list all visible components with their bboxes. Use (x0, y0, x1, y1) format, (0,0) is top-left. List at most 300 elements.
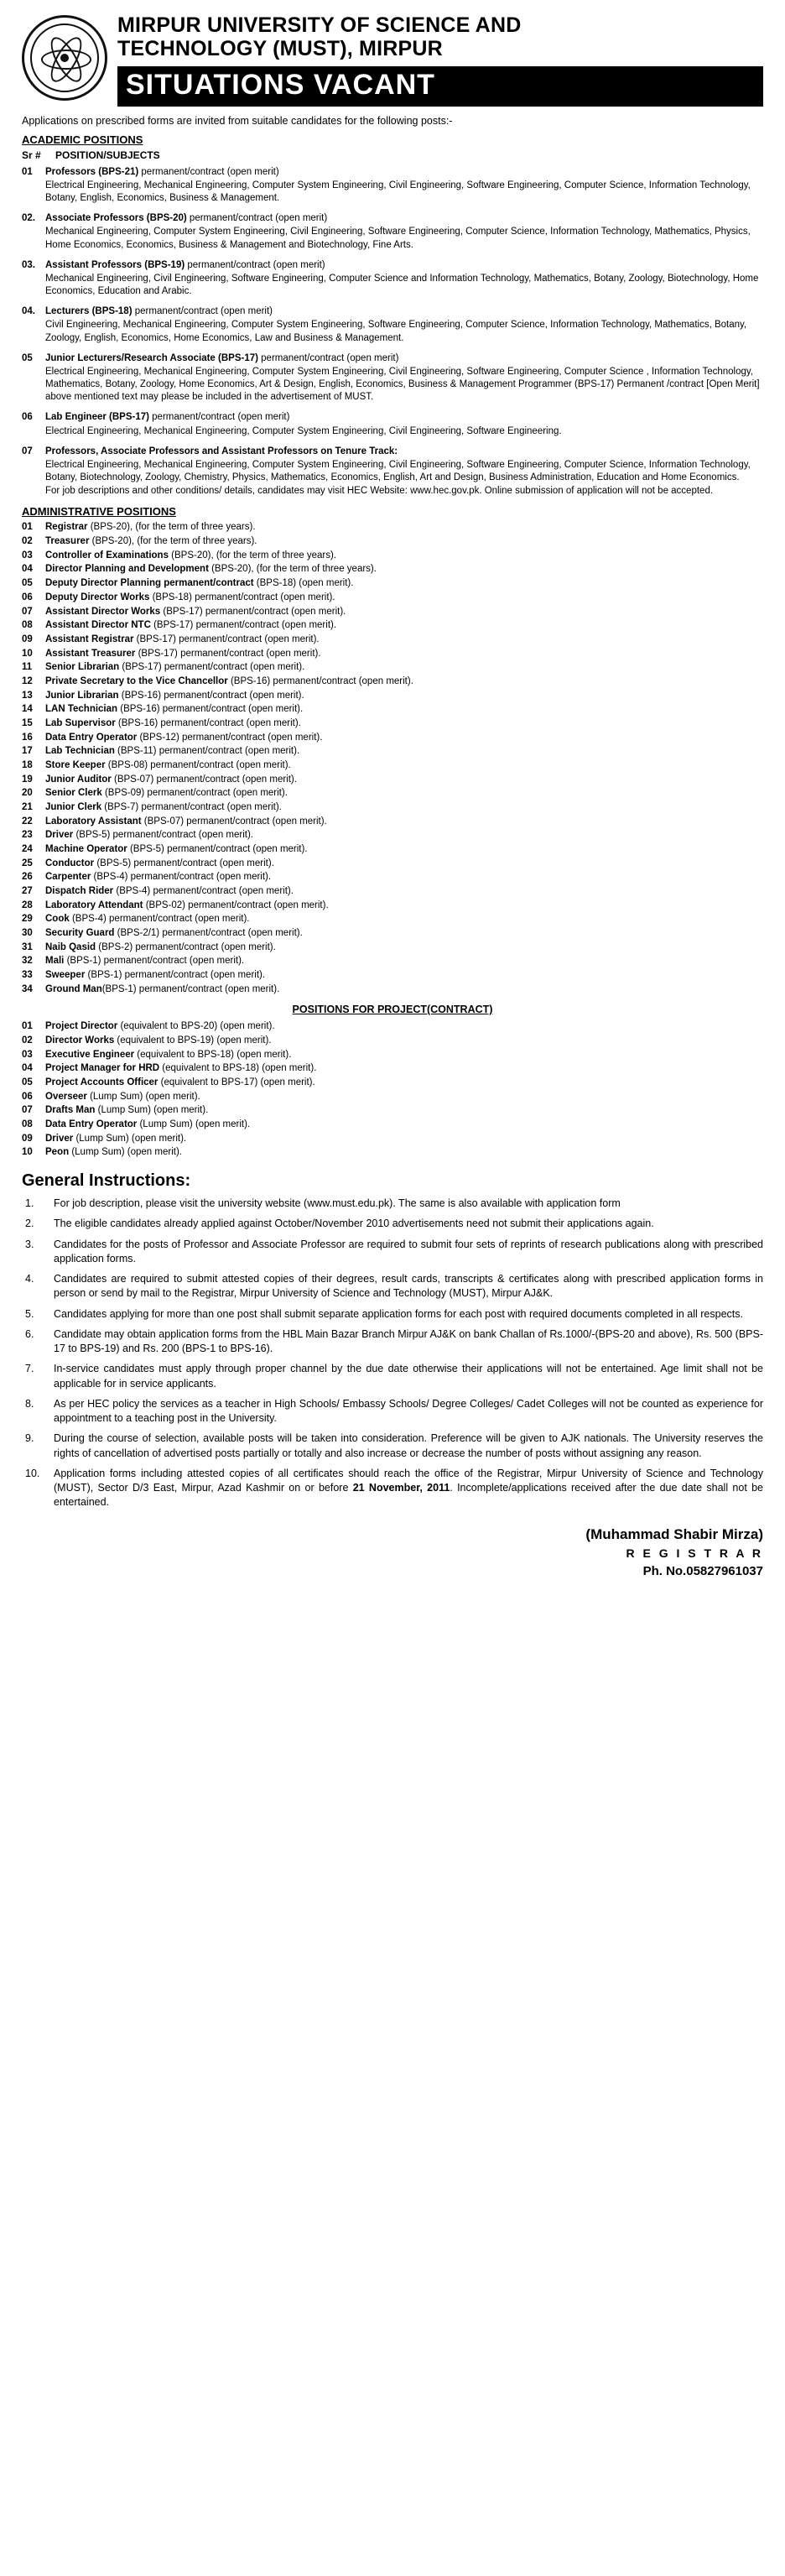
position-title: Sweeper (45, 969, 86, 980)
position-title: Controller of Examinations (45, 550, 169, 561)
position-serial: 03 (22, 550, 33, 561)
administrative-position-item (22, 884, 763, 899)
position-title: Executive Engineer (45, 1049, 135, 1060)
project-positions-list (22, 1019, 763, 1160)
project-position-item (22, 1019, 763, 1034)
position-text (45, 633, 763, 647)
position-serial: 10 (22, 648, 33, 659)
position-title: Private Secretary to the Vice Chancellor (45, 675, 228, 686)
position-serial: 28 (22, 900, 33, 910)
position-heading (45, 411, 763, 424)
academic-position-item (22, 166, 763, 206)
position-text (45, 842, 763, 857)
position-detail: (BPS-17) permanent/contract (open merit). (160, 606, 346, 617)
position-serial: 01 (22, 166, 33, 177)
position-detail: (BPS-17) permanent/contract (open merit). (150, 620, 337, 631)
registrar-name: (Muhammad Shabir Mirza) (585, 1525, 763, 1542)
instruction-text (54, 1397, 763, 1426)
general-instruction-item (22, 1362, 763, 1391)
instruction-number: 6. (25, 1327, 34, 1340)
instruction-number: 8. (25, 1397, 34, 1410)
position-detail: (Lump Sum) (open merit). (137, 1119, 251, 1130)
position-body (45, 446, 763, 498)
position-title: Overseer (45, 1091, 87, 1102)
administrative-position-item (22, 968, 763, 983)
position-text (45, 954, 763, 968)
must-university-logo-icon (22, 15, 107, 101)
university-name-line2: TECHNOLOGY (MUST), MIRPUR (117, 37, 443, 60)
header (22, 12, 763, 107)
position-serial: 06 (22, 412, 33, 423)
position-detail: (BPS-18) (open merit). (253, 578, 354, 589)
project-position-item (22, 1090, 763, 1104)
instruction-deadline: 21 November, 2011 (352, 1482, 450, 1494)
instruction-text (54, 1307, 763, 1322)
position-detail: permanent/contract (open merit) (185, 259, 325, 270)
column-header-position: POSITION/SUBJECTS (55, 149, 160, 161)
position-title: Store Keeper (45, 759, 106, 770)
position-serial: 34 (22, 983, 33, 994)
position-detail: (Lump Sum) (open merit). (95, 1105, 209, 1116)
position-text (45, 941, 763, 955)
position-text (45, 815, 763, 829)
position-title: Driver (45, 830, 74, 841)
administrative-position-item (22, 618, 763, 633)
position-detail: (BPS-16) permanent/contract (open merit). (118, 690, 304, 701)
general-instruction-item (22, 1327, 763, 1357)
position-detail: permanent/contract (open merit) (257, 352, 399, 363)
position-serial: 12 (22, 675, 33, 686)
academic-position-item (22, 446, 763, 498)
position-detail: (BPS-16) permanent/contract (open merit). (227, 675, 413, 686)
position-text (45, 1048, 763, 1062)
position-text (45, 660, 763, 675)
general-instruction-item (22, 1467, 763, 1510)
academic-position-item (22, 352, 763, 404)
position-detail: (Lump Sum) (open merit). (73, 1133, 187, 1144)
position-title: Project Accounts Officer (45, 1077, 159, 1087)
position-text (45, 1061, 763, 1076)
academic-positions-list (22, 166, 763, 498)
position-title: Machine Operator (45, 843, 127, 854)
position-detail: (BPS-2) permanent/contract (open merit). (96, 941, 276, 952)
position-serial: 31 (22, 941, 33, 952)
registrar-role: R E G I S T R A R (626, 1546, 763, 1561)
position-text (45, 618, 763, 633)
position-serial: 07 (22, 1105, 33, 1116)
position-title: Ground Man (45, 983, 102, 994)
project-position-item (22, 1118, 763, 1132)
position-title: Dispatch Rider (45, 885, 114, 896)
position-detail: permanent/contract (open merit) (132, 306, 273, 317)
position-serial: 05 (22, 578, 33, 589)
position-text (45, 759, 763, 773)
column-header-sr: Sr # (22, 149, 41, 161)
position-text (45, 857, 763, 871)
position-detail: (BPS-1) permanent/contract (open merit). (64, 956, 245, 967)
position-detail: (equivalent to BPS-18) (open merit). (134, 1049, 292, 1060)
position-text (45, 912, 763, 926)
academic-position-item (22, 212, 763, 252)
position-title: Mali (45, 956, 65, 967)
instruction-number: 10. (25, 1467, 40, 1479)
position-detail: (BPS-5) permanent/contract (open merit). (127, 843, 308, 854)
position-serial: 19 (22, 774, 33, 785)
situations-vacant-banner: SITUATIONS VACANT (117, 66, 763, 107)
position-text (45, 717, 763, 731)
position-text (45, 1145, 763, 1160)
position-text (45, 689, 763, 703)
position-title: Laboratory Assistant (45, 816, 142, 827)
administrative-position-item (22, 549, 763, 563)
instruction-text-part: Candidate may obtain application forms from the HBL Main Bazar Branch Mirpur AJ&K on bank Challan of Rs.1000/-(BPS-20 and above), Rs. 500 (BPS-17 to BPS-19) and Rs. 200 (BPS-1 to BPS-16). (54, 1327, 763, 1355)
position-body (45, 411, 763, 437)
general-instruction-item (22, 1217, 763, 1231)
position-serial: 09 (22, 1133, 33, 1144)
administrative-position-item (22, 899, 763, 913)
administrative-position-item (22, 562, 763, 576)
general-instructions-heading: General Instructions: (22, 1171, 191, 1191)
intro-text: Applications on prescribed forms are invited from suitable candidates for the following posts:- (22, 114, 453, 127)
instruction-text (54, 1238, 763, 1267)
instruction-number: 5. (25, 1307, 34, 1320)
position-text (45, 800, 763, 815)
position-serial: 17 (22, 746, 33, 757)
administrative-position-item (22, 534, 763, 549)
position-detail: (BPS-20), (for the term of three years). (168, 550, 337, 561)
position-detail: (BPS-08) permanent/contract (open merit). (105, 759, 291, 770)
position-serial: 22 (22, 816, 33, 827)
position-serial: 05 (22, 352, 33, 363)
position-subjects: Electrical Engineering, Mechanical Engineering, Computer System Engineering, Civil Engineering, Software Engineering, Computer Science , Information Technology, Mathematics, Botany, Zoology, Home Economics, Art & Design, English, Economics, Business & Management Programmer (BPS-17) Permanent /contract [Open Merit] above mentioned text may please be included in the advertisement of MUST. (45, 366, 760, 403)
position-body (45, 352, 763, 404)
position-detail: permanent/contract (open merit) (138, 166, 279, 177)
academic-position-item (22, 259, 763, 299)
administrative-position-item (22, 870, 763, 884)
position-text (45, 647, 763, 661)
administrative-position-item (22, 815, 763, 829)
position-serial: 24 (22, 843, 33, 854)
position-title: Deputy Director Planning permanent/contract (45, 578, 254, 589)
general-instruction-item (22, 1397, 763, 1426)
position-title: Professors, Associate Professors and Assistant Professors on Tenure Track: (45, 446, 398, 456)
position-note: For job descriptions and other conditions/ details, candidates may visit HEC Website: www.hec.gov.pk. Online submission of application will not be accepted. (45, 486, 714, 497)
position-title: Senior Librarian (45, 662, 120, 673)
position-serial: 02 (22, 536, 33, 547)
position-serial: 07 (22, 606, 33, 617)
position-serial: 03 (22, 1049, 33, 1060)
position-serial: 01 (22, 1021, 33, 1032)
administrative-position-item (22, 675, 763, 689)
instruction-number: 7. (25, 1363, 34, 1375)
instruction-number: 3. (25, 1238, 34, 1250)
instruction-text-part: The eligible candidates already applied against October/November 2010 advertisements need not submit their applications again. (54, 1218, 654, 1230)
general-instruction-item (22, 1197, 763, 1211)
project-position-item (22, 1061, 763, 1076)
position-title: LAN Technician (45, 704, 118, 715)
position-title: Assistant Director Works (45, 606, 161, 617)
project-position-item (22, 1048, 763, 1062)
administrative-position-item (22, 828, 763, 842)
position-text (45, 1118, 763, 1132)
position-title: Junior Auditor (45, 774, 112, 785)
position-serial: 14 (22, 704, 33, 715)
position-serial: 02 (22, 1035, 33, 1046)
position-subjects: Electrical Engineering, Mechanical Engineering, Computer System Engineering, Civil Engineering, Software Engineering, Computer Science, Information Technology, Botany, Biotechnology, Zoology, Chemistry, Physics, Mathematics, Economics, English, Art and Design, Business Administration, Education and Home Economics. (45, 459, 751, 483)
position-serial: 06 (22, 592, 33, 602)
position-title: Lab Engineer (BPS-17) (45, 412, 149, 423)
position-heading (45, 352, 763, 365)
position-text (45, 549, 763, 563)
administrative-position-item (22, 576, 763, 591)
position-detail: (BPS-17) permanent/contract (open merit). (133, 634, 320, 644)
position-detail: (BPS-4) permanent/contract (open merit). (113, 885, 294, 896)
position-title: Assistant Treasurer (45, 648, 136, 659)
position-body (45, 166, 763, 206)
general-instruction-item (22, 1431, 763, 1461)
position-title: Carpenter (45, 872, 91, 883)
position-subjects: Electrical Engineering, Mechanical Engineering, Computer System Engineering, Civil Engineering, Software Engineering, Computer Science, Information Technology, Botany, English, Economics, Business & Management. (45, 180, 751, 204)
administrative-position-item (22, 591, 763, 605)
administrative-position-item (22, 520, 763, 534)
administrative-position-item (22, 702, 763, 717)
administrative-position-item (22, 941, 763, 955)
position-detail: permanent/contract (open merit) (148, 412, 290, 423)
instruction-text-part: In-service candidates must apply through proper channel by the due date otherwise their applications will not be entertained. Age limit shall not be applicable for in service applicants. (54, 1363, 763, 1390)
position-text (45, 591, 763, 605)
administrative-position-item (22, 954, 763, 968)
academic-position-item (22, 305, 763, 345)
instruction-number: 9. (25, 1432, 34, 1445)
position-detail: (Lump Sum) (open merit). (86, 1091, 200, 1102)
position-detail: (BPS-5) permanent/contract (open merit). (73, 830, 253, 841)
position-serial: 30 (22, 927, 33, 938)
position-detail: (BPS-2/1) permanent/contract (open merit). (114, 927, 303, 938)
position-text (45, 1019, 763, 1034)
position-serial: 29 (22, 914, 33, 925)
position-serial: 20 (22, 788, 33, 799)
position-title: Junior Lecturers/Research Associate (BPS-17) (45, 352, 258, 363)
position-serial: 23 (22, 830, 33, 841)
position-title: Assistant Registrar (45, 634, 134, 644)
position-serial: 25 (22, 858, 33, 868)
position-text (45, 744, 763, 759)
university-name-line1: MIRPUR UNIVERSITY OF SCIENCE AND (117, 13, 522, 37)
position-title: Data Entry Operator (45, 1119, 138, 1130)
position-title: Security Guard (45, 927, 115, 938)
position-text (45, 899, 763, 913)
position-detail: (BPS-09) permanent/contract (open merit). (101, 788, 288, 799)
instruction-text-part2: . Incomplete/applications received after the due date shall not be entertained. (54, 1482, 764, 1509)
instruction-text (54, 1362, 763, 1391)
administrative-position-item (22, 912, 763, 926)
position-text (45, 605, 763, 619)
project-positions-heading: POSITIONS FOR PROJECT(CONTRACT) (292, 1004, 493, 1016)
position-serial: 16 (22, 732, 33, 743)
general-instructions-list (22, 1197, 763, 1510)
administrative-position-item (22, 731, 763, 745)
position-text (45, 702, 763, 717)
position-detail: (BPS-07) permanent/contract (open merit). (111, 774, 297, 785)
position-serial: 26 (22, 872, 33, 883)
position-serial: 27 (22, 885, 33, 896)
administrative-position-item (22, 759, 763, 773)
position-detail: (BPS-02) permanent/contract (open merit). (143, 900, 329, 910)
position-text (45, 1034, 763, 1048)
position-body (45, 212, 763, 252)
position-text (45, 983, 763, 997)
position-detail: (BPS-4) permanent/contract (open merit). (91, 872, 272, 883)
position-serial: 04 (22, 564, 33, 575)
position-detail: (BPS-07) permanent/contract (open merit). (141, 816, 327, 827)
position-serial: 15 (22, 717, 33, 728)
position-detail: (BPS-5) permanent/contract (open merit). (94, 858, 274, 868)
general-instruction-item (22, 1272, 763, 1301)
administrative-position-item (22, 800, 763, 815)
project-position-item (22, 1034, 763, 1048)
position-detail: (equivalent to BPS-18) (open merit). (159, 1063, 317, 1074)
position-title: Peon (45, 1147, 70, 1158)
administrative-position-item (22, 717, 763, 731)
position-title: Project Director (45, 1021, 118, 1032)
academic-position-item (22, 411, 763, 437)
instruction-text (54, 1217, 763, 1231)
position-serial: 02. (22, 213, 35, 224)
instruction-number: 2. (25, 1218, 34, 1230)
position-detail: (BPS-7) permanent/contract (open merit). (101, 801, 282, 812)
instruction-text-part: As per HEC policy the services as a teacher in High Schools/ Embassy Schools/ Degree Colleges/ Cadet Colleges will not be counted as experience for appointment to a teaching post in the University. (54, 1397, 763, 1425)
position-title: Associate Professors (BPS-20) (45, 213, 187, 224)
instruction-text (54, 1197, 763, 1211)
position-text (45, 520, 763, 534)
position-serial: 10 (22, 1147, 33, 1158)
position-heading (45, 259, 763, 272)
project-position-item (22, 1103, 763, 1118)
position-title: Laboratory Attendant (45, 900, 143, 910)
contact-phone: Ph. No.05827961037 (642, 1564, 763, 1579)
instruction-text (54, 1431, 763, 1461)
position-text (45, 1132, 763, 1146)
position-serial: 09 (22, 634, 33, 644)
instruction-text-part: Application forms including attested copies of all certificates should reach the office of the Registrar, Mirpur University of Science and Technology (MUST), Sector D/3 East, Mirpur, Azad Kashmir on or before (54, 1467, 763, 1494)
position-subjects: Mechanical Engineering, Computer System Engineering, Civil Engineering, Software Engineering, Computer Science, Information Technology, Mathematics, Physics, Home Economics, Economics, Business & Management and Biotechnology, Fine Arts. (45, 227, 751, 250)
position-title: Senior Clerk (45, 788, 102, 799)
position-title: Registrar (45, 522, 88, 533)
instruction-text (54, 1272, 763, 1301)
position-heading (45, 305, 763, 318)
position-serial: 18 (22, 759, 33, 770)
position-text (45, 1103, 763, 1118)
position-detail: (BPS-20), (for the term of three years). (89, 536, 257, 547)
general-instruction-item (22, 1238, 763, 1267)
position-subjects: Mechanical Engineering, Civil Engineering, Software Engineering, Computer Science and Information Technology, Mathematics, Botany, Zoology, Biotechnology, Home Economics, Education and Arabic. (45, 273, 759, 297)
position-text (45, 534, 763, 549)
project-position-item (22, 1076, 763, 1090)
instruction-text-part: Candidates applying for more than one post shall submit separate application forms for each post with required documents completed in all respects. (54, 1307, 743, 1320)
position-title: Lab Supervisor (45, 717, 116, 728)
position-detail: (BPS-17) permanent/contract (open merit). (135, 648, 321, 659)
position-detail: (BPS-12) permanent/contract (open merit). (137, 732, 323, 743)
academic-column-headers (22, 149, 763, 161)
position-title: Deputy Director Works (45, 592, 150, 602)
signature-block (22, 1524, 763, 1582)
position-serial: 11 (22, 662, 33, 673)
administrative-position-item (22, 983, 763, 997)
position-text (45, 870, 763, 884)
administrative-position-item (22, 773, 763, 787)
position-body (45, 305, 763, 345)
administrative-position-item (22, 647, 763, 661)
position-text (45, 926, 763, 941)
position-detail: (Lump Sum) (open merit). (69, 1147, 182, 1158)
position-detail: (BPS-20), (for the term of three years). (208, 564, 377, 575)
position-title: Director Works (45, 1035, 115, 1046)
position-serial: 33 (22, 969, 33, 980)
instruction-text (54, 1467, 763, 1510)
general-instruction-item (22, 1307, 763, 1322)
position-detail: (equivalent to BPS-20) (open merit). (117, 1021, 275, 1032)
administrative-position-item (22, 926, 763, 941)
administrative-positions-heading: ADMINISTRATIVE POSITIONS (22, 505, 176, 519)
position-title: Project Manager for HRD (45, 1063, 160, 1074)
instruction-text-part: Candidates are required to submit attested copies of their degrees, result cards, transcripts & certificates along with prescribed application forms in person or send by mail to the Registrar, Mirpur University of Science and Technology (MUST), Mirpur AJ&K. (54, 1273, 763, 1300)
position-title: Naib Qasid (45, 941, 96, 952)
administrative-position-item (22, 660, 763, 675)
position-text (45, 884, 763, 899)
position-detail: (BPS-17) permanent/contract (open merit). (119, 662, 305, 673)
position-title: Conductor (45, 858, 95, 868)
position-text (45, 773, 763, 787)
position-subjects: Civil Engineering, Mechanical Engineering, Computer System Engineering, Software Engineering, Computer Science, Information Technology, Mathematics, Botany, Zoology, English, Economics, Home Economics, Law and Business & Management. (45, 320, 747, 343)
position-serial: 13 (22, 690, 33, 701)
administrative-position-item (22, 605, 763, 619)
position-serial: 08 (22, 620, 33, 631)
position-serial: 08 (22, 1119, 33, 1130)
position-serial: 04. (22, 306, 35, 317)
position-serial: 05 (22, 1077, 33, 1087)
university-name (117, 13, 763, 60)
administrative-position-item (22, 633, 763, 647)
position-text (45, 576, 763, 591)
position-title: Data Entry Operator (45, 732, 138, 743)
position-serial: 07 (22, 446, 33, 456)
position-title: Lecturers (BPS-18) (45, 306, 133, 317)
administrative-position-item (22, 842, 763, 857)
position-text (45, 731, 763, 745)
position-serial: 06 (22, 1091, 33, 1102)
instruction-text-part: For job description, please visit the university website (www.must.edu.pk). The same is also available with application form (54, 1197, 621, 1210)
position-detail: (BPS-1) permanent/contract (open merit). (85, 969, 266, 980)
position-text (45, 786, 763, 800)
position-title: Driver (45, 1133, 74, 1144)
position-text (45, 828, 763, 842)
position-text (45, 1076, 763, 1090)
administrative-positions-list (22, 520, 763, 996)
position-serial: 21 (22, 801, 33, 812)
position-detail: (BPS-1) permanent/contract (open merit). (101, 983, 280, 994)
administrative-position-item (22, 689, 763, 703)
position-heading (45, 212, 763, 225)
position-text (45, 968, 763, 983)
position-detail: (BPS-16) permanent/contract (open merit). (117, 704, 304, 715)
position-detail: (BPS-18) permanent/contract (open merit). (149, 592, 335, 602)
position-text (45, 562, 763, 576)
instruction-text-part: During the course of selection, available posts will be taken into consideration. Preference will be given to AJK nationals. The University reserves the rights of cancellation of advertised posts partially or totally and also increase or decrease the number of posts without assigning any reason. (54, 1432, 763, 1459)
position-title: Junior Clerk (45, 801, 102, 812)
position-text (45, 1090, 763, 1104)
project-position-item (22, 1145, 763, 1160)
position-title: Assistant Professors (BPS-19) (45, 259, 185, 270)
